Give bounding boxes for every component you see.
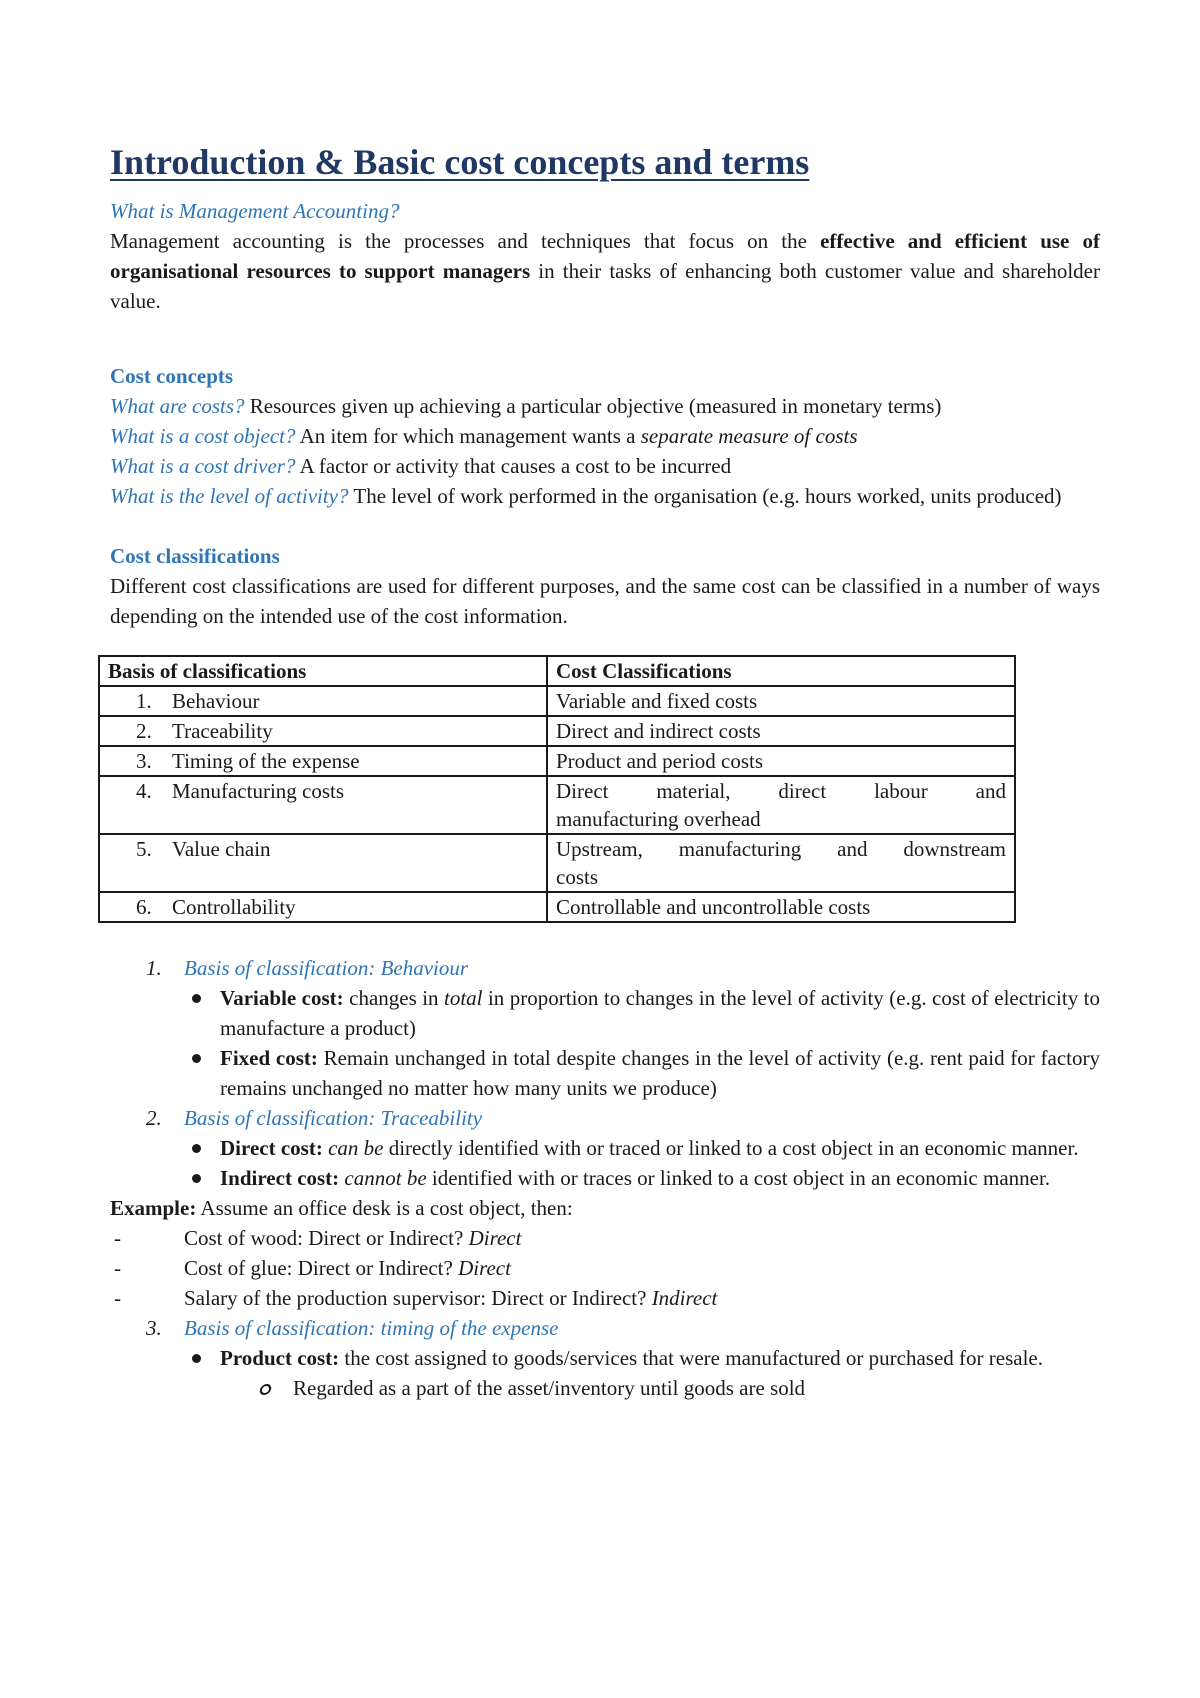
list-item: - Salary of the production supervisor: Direct or Indirect? Indirect bbox=[114, 1286, 718, 1310]
table-header-classifications: Cost Classifications bbox=[547, 656, 1015, 686]
list-item: Direct cost: can be directly identified with or traced or linked to a cost object in an economic manner. bbox=[110, 1133, 1100, 1163]
bullet-icon bbox=[192, 994, 201, 1003]
bullet-icon bbox=[192, 1354, 201, 1363]
list-item: - Cost of glue: Direct or Indirect? Direct bbox=[114, 1256, 511, 1280]
table-row: 3. Timing of the expense Product and period costs bbox=[99, 746, 1015, 776]
table-header-row bbox=[99, 656, 1015, 686]
concept-costs: What are costs? Resources given up achieving a particular objective (measured in monetary terms) bbox=[110, 394, 942, 418]
table-row: 2. Traceability Direct and indirect costs bbox=[99, 716, 1015, 746]
table-row: 6. Controllability Controllable and uncontrollable costs bbox=[99, 892, 1015, 922]
intro-question: What is Management Accounting? bbox=[110, 199, 400, 223]
bullet-icon bbox=[192, 1054, 201, 1063]
classifications-table bbox=[98, 655, 1016, 923]
bullet-icon bbox=[192, 1144, 201, 1153]
table-row: 5. Value chain Upstream, manufacturing and downstream costs bbox=[99, 834, 1015, 892]
page-title: Introduction & Basic cost concepts and terms bbox=[110, 142, 810, 182]
table-row: 4. Manufacturing costs Direct material, direct labour and manufacturing overhead bbox=[99, 776, 1015, 834]
list-item: Fixed cost: Remain unchanged in total despite changes in the level of activity (e.g. rent paid for factory remains unchanged no matter how many units we produce) bbox=[110, 1043, 1100, 1103]
list-item: Regarded as a part of the asset/inventory until goods are sold bbox=[110, 1373, 1100, 1403]
list-item: - Cost of wood: Direct or Indirect? Direct bbox=[114, 1226, 522, 1250]
section-traceability: 2. Basis of classification: Traceability bbox=[146, 1106, 483, 1130]
table-row: 1. Behaviour Variable and fixed costs bbox=[99, 686, 1015, 716]
cost-concepts-heading: Cost concepts bbox=[110, 364, 234, 388]
document-page bbox=[110, 140, 1100, 1403]
list-item: Product cost: the cost assigned to goods/services that were manufactured or purchased for resale. bbox=[110, 1343, 1100, 1373]
bullet-icon bbox=[192, 1174, 201, 1183]
circle-bullet-icon bbox=[259, 1384, 273, 1395]
list-item: Indirect cost: cannot be identified with or traces or linked to a cost object in an economic manner. bbox=[110, 1163, 1100, 1193]
list-item: Variable cost: changes in total in proportion to changes in the level of activity (e.g. cost of electricity to manufacture a product) bbox=[110, 983, 1100, 1043]
concept-cost-object: What is a cost object? An item for which management wants a separate measure of costs bbox=[110, 424, 858, 448]
section-timing: 3. Basis of classification: timing of the expense bbox=[146, 1316, 559, 1340]
concept-cost-driver: What is a cost driver? A factor or activity that causes a cost to be incurred bbox=[110, 454, 732, 478]
concept-level-of-activity: What is the level of activity? The level of work performed in the organisation (e.g. hours worked, units produced) bbox=[110, 484, 1062, 508]
table-header-basis: Basis of classifications bbox=[99, 656, 547, 686]
intro-paragraph: Management accounting is the processes and techniques that focus on the effective and efficient use of organisational resources to support managers in their tasks of enhancing both customer value and shareholder value. bbox=[110, 229, 1100, 313]
cost-classifications-paragraph: Different cost classifications are used for different purposes, and the same cost can be classified in a number of ways depending on the intended use of the cost information. bbox=[110, 574, 1100, 628]
cost-classifications-heading: Cost classifications bbox=[110, 544, 280, 568]
example-intro: Example: Assume an office desk is a cost object, then: bbox=[110, 1196, 573, 1220]
section-behaviour: 1. Basis of classification: Behaviour bbox=[146, 956, 469, 980]
